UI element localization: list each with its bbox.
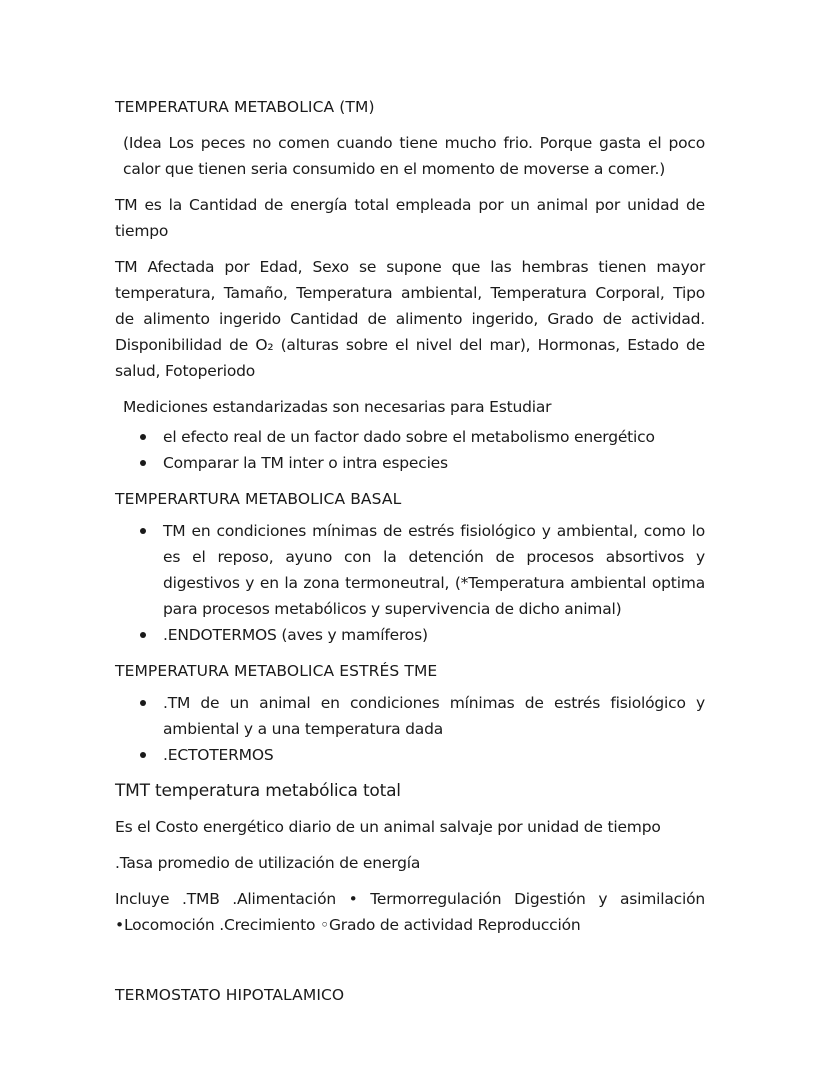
list-item bbox=[115, 518, 705, 622]
list-item-text: TM en condiciones mínimas de estrés fisiológico y ambiental, como lo es el reposo, ayuno con la detención de procesos absortivos y digestivos y en la zona termoneutral, (*Temperatura ambiental optima para procesos metabólicos y supervivencia de dicho animal) bbox=[163, 522, 705, 618]
basal-list bbox=[115, 518, 705, 648]
estres-list bbox=[115, 690, 705, 768]
tm-definition: TM es la Cantidad de energía total empleada por un animal por unidad de tiempo bbox=[115, 196, 705, 240]
mediciones-list bbox=[115, 424, 705, 476]
list-item-text: .TM de un animal en condiciones mínimas de estrés fisiológico y ambiental y a una temperatura dada bbox=[163, 694, 705, 738]
list-item bbox=[115, 622, 705, 648]
tmt-heading: TMT temperatura metabólica total bbox=[115, 781, 401, 801]
tm-factors-paragraph: TM Afectada por Edad, Sexo se supone que las hembras tienen mayor temperatura, Tamaño, Temperatura ambiental, Temperatura Corporal, Tipo de alimento ingerido Cantidad de alimento ingerido, Grado de actividad. Disponibilidad de O₂ (alturas sobre el nivel del mar), Hormonas, Estado de salud, Fotoperiodo bbox=[115, 258, 705, 380]
tm-heading: TEMPERATURA METABOLICA (TM) bbox=[115, 98, 375, 116]
list-item bbox=[115, 742, 705, 768]
list-item bbox=[115, 690, 705, 742]
bullet-icon bbox=[140, 752, 146, 758]
blank-line bbox=[115, 948, 705, 982]
list-item bbox=[115, 450, 705, 476]
mediciones-paragraph: Mediciones estandarizadas son necesarias para Estudiar bbox=[123, 398, 552, 416]
termostato-heading: TERMOSTATO HIPOTALAMICO bbox=[115, 986, 345, 1004]
bullet-icon bbox=[140, 434, 146, 440]
list-item-text: Comparar la TM inter o intra especies bbox=[163, 454, 448, 472]
tmt-definition: Es el Costo energético diario de un animal salvaje por unidad de tiempo bbox=[115, 818, 661, 836]
list-item bbox=[115, 424, 705, 450]
basal-heading: TEMPERARTURA METABOLICA BASAL bbox=[115, 490, 402, 508]
incluye-paragraph: Incluye .TMB .Alimentación • Termorregulación Digestión y asimilación •Locomoción .Crecimiento ◦Grado de actividad Reproducción bbox=[115, 890, 705, 934]
list-item-text: el efecto real de un factor dado sobre el metabolismo energético bbox=[163, 428, 655, 446]
document-content bbox=[115, 94, 705, 1018]
bullet-icon bbox=[140, 528, 146, 534]
list-item-text: .ECTOTERMOS bbox=[163, 746, 274, 764]
bullet-icon bbox=[140, 460, 146, 466]
tasa-paragraph: .Tasa promedio de utilización de energía bbox=[115, 854, 421, 872]
bullet-icon bbox=[140, 632, 146, 638]
idea-paragraph: (Idea Los peces no comen cuando tiene mucho frio. Porque gasta el poco calor que tienen seria consumido en el momento de moverse a comer.) bbox=[123, 134, 705, 178]
estres-heading: TEMPERATURA METABOLICA ESTRÉS TME bbox=[115, 662, 438, 680]
bullet-icon bbox=[140, 700, 146, 706]
list-item-text: .ENDOTERMOS (aves y mamíferos) bbox=[163, 626, 428, 644]
